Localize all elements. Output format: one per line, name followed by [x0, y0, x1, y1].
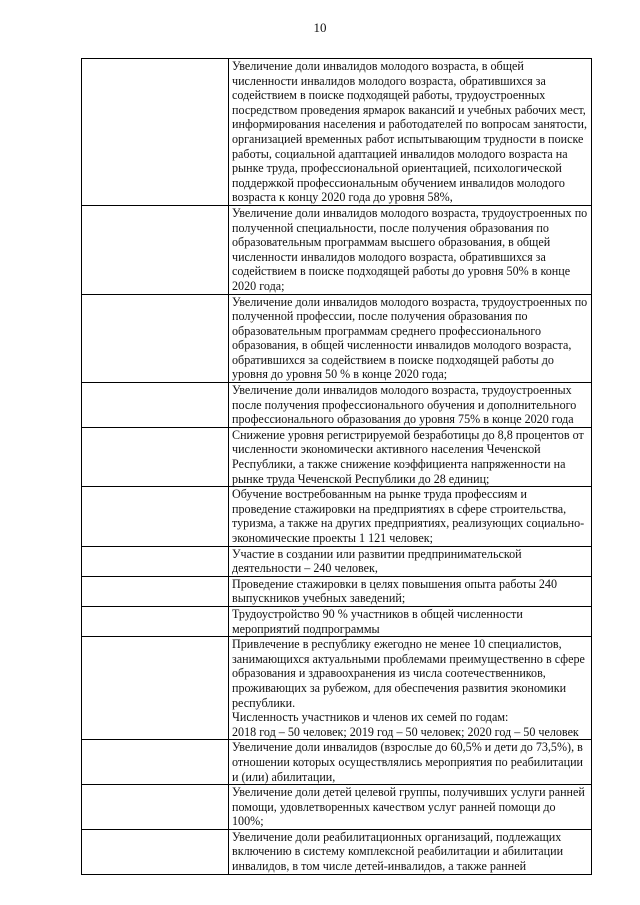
table-row [82, 383, 592, 428]
table-cell-indicator [229, 59, 592, 206]
indicator-text: Увеличение доли инвалидов молодого возраста, в общей численности инвалидов молодого возраста, обратившихся за содействием в поиске подходящей работы, трудоустроенных посредством проведения ярмарок вакансий и учебных рабочих мест, информирования населения и работодателей по вопросам занятости, организацией временных работ испытывающим трудности в поиске работы, социальной адаптацией инвалидов молодого возраста на рынке труда, профессиональной ориентацией, психологической поддержкой профессиональным обучением инвалидов молодого возраста к концу 2020 года до уровня 58%, [232, 59, 587, 205]
indicator-text: Трудоустройство 90 % участников в общей численности мероприятий подпрограммы [232, 606, 523, 636]
indicator-text: Увеличение доли инвалидов (взрослые до 60,5% и дети до 73,5%), в отношении которых осуществлялись мероприятия по реабилитации и (или) абилитации, [232, 740, 584, 784]
table-row [82, 294, 592, 383]
table-cell-indicator [229, 546, 592, 576]
table-cell-left [82, 829, 229, 874]
indicator-text: Проведение стажировки в целях повышения опыта работы 240 выпускников учебных заведений; [232, 576, 558, 606]
table-cell-left [82, 546, 229, 576]
table-cell-indicator [229, 205, 592, 294]
table-cell-indicator [229, 829, 592, 874]
page-number: 10 [313, 20, 327, 35]
table-row [82, 546, 592, 576]
table-body [82, 59, 592, 875]
table-cell-indicator [229, 576, 592, 606]
table-cell-left [82, 487, 229, 546]
table-row [82, 59, 592, 206]
table-row [82, 427, 592, 486]
table-cell-left [82, 59, 229, 206]
indicator-text: Увеличение доли инвалидов молодого возраста, трудоустроенных после получения профессионального обучения и дополнительного профессионального образования до уровня 75% в конце 2020 года [232, 383, 577, 427]
table-row [82, 637, 592, 740]
table-cell-left [82, 427, 229, 486]
table-cell-left [82, 383, 229, 428]
indicator-text: Увеличение доли детей целевой группы, получивших услуги ранней помощи, удовлетворенных качеством услуг ранней помощи до 100%; [232, 785, 585, 829]
table-cell-left [82, 205, 229, 294]
table-cell-left [82, 606, 229, 636]
table-cell-indicator [229, 427, 592, 486]
indicator-text: Привлечение в республику ежегодно не менее 10 специалистов, занимающихся актуальными проблемами преимущественно в сфере образования и здравоохранения из числа соотечественников, проживающих за рубежом, для обеспечения развития экономики республики. Численность участников и членов их семей по годам: 2018 год – 50 человек; 2019 год – 50 человек; 2020 год – 50 человек [232, 637, 585, 739]
indicators-table [81, 58, 592, 875]
indicator-text: Обучение востребованным на рынке труда профессиям и проведение стажировки на предприятиях в сфере строительства, туризма, а также на других предприятиях, реализующих социально-экономические проекты 1 121 человек; [232, 487, 585, 545]
table-cell-left [82, 785, 229, 830]
table-row [82, 829, 592, 874]
indicator-text: Снижение уровня регистрируемой безработицы до 8,8 процентов от численности экономически активного населения Чеченской Республики, а также снижение коэффициента напряженности на рынке труда Чеченской Республики до 28 единиц; [232, 427, 584, 486]
indicator-text: Участие в создании или развитии предпринимательской деятельности – 240 человек, [232, 546, 522, 576]
table-cell-left [82, 637, 229, 740]
indicator-text: Увеличение доли инвалидов молодого возраста, трудоустроенных по полученной специальности, после получения образования по образовательным программам высшего образования, в общей численности инвалидов молодого возраста, обратившихся за содействием в поиске подходящей работы до уровня 50% в конце 2020 года; [232, 205, 588, 293]
table-cell-indicator [229, 294, 592, 383]
table-cell-indicator [229, 785, 592, 830]
table-cell-left [82, 576, 229, 606]
table-cell-indicator [229, 637, 592, 740]
table-row [82, 740, 592, 785]
indicator-text: Увеличение доли инвалидов молодого возраста, трудоустроенных по полученной профессии, после получения образования по образовательным программам среднего профессионального образования, в общей численности инвалидов молодого возраста, обратившихся за содействием в поиске подходящей работы до уровня до уровня 50 % в конце 2020 года; [232, 294, 588, 382]
table-row [82, 785, 592, 830]
table-row [82, 576, 592, 606]
table-cell-indicator [229, 383, 592, 428]
table-cell-indicator [229, 740, 592, 785]
table-row [82, 487, 592, 546]
table-row [82, 205, 592, 294]
indicator-text: Увеличение доли реабилитационных организаций, подлежащих включению в систему комплексной реабилитации и абилитации инвалидов, в том числе детей-инвалидов, а также ранней [232, 829, 564, 874]
table-cell-indicator [229, 487, 592, 546]
table-cell-left [82, 740, 229, 785]
table-cell-indicator [229, 606, 592, 636]
table-row [82, 606, 592, 636]
table-cell-left [82, 294, 229, 383]
